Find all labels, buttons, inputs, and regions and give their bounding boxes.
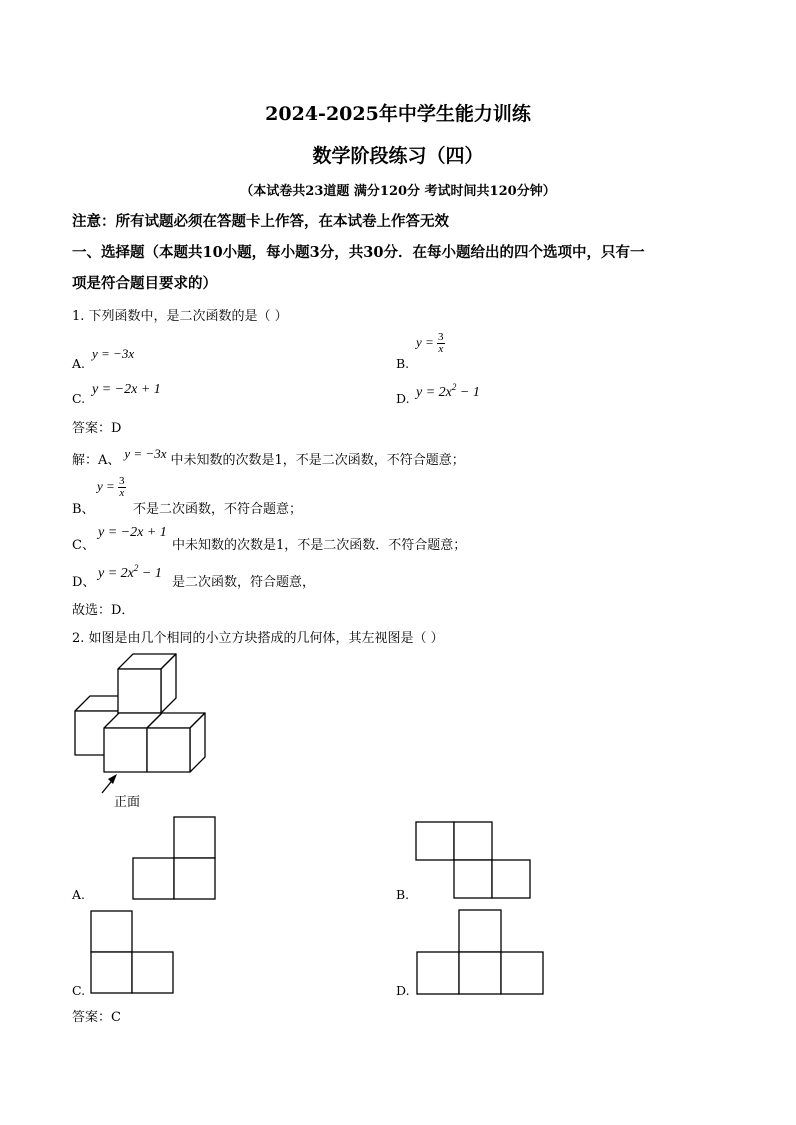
q1-solution-a-formula: y = −3x — [124, 446, 167, 461]
q1-solution-a-prefix: 解：A、 — [72, 453, 121, 468]
q1-answer: 答案：D — [72, 421, 122, 436]
q1-solution-b-prefix: B、 — [72, 502, 95, 517]
q1-solution-d-prefix: D、 — [72, 575, 96, 590]
q1-solution-a-text: 中未知数的次数是1，不是二次函数，不符合题意； — [170, 453, 465, 468]
exam-notice: 注意：所有试题必须在答题卡上作答，在本试卷上作答无效 — [72, 213, 449, 230]
q1-solution-d-formula: $y = 2x^2 - 1$ — [98, 563, 162, 581]
q2-option-b-label: B. — [396, 887, 410, 902]
section-heading-line1: 一、选择题（本题共10小题，每小题3分，共30分．在每小题给出的四个选项中，只有一 — [72, 244, 645, 261]
q1-solution-c-formula: y = −2x + 1 — [98, 525, 167, 540]
section-heading-line2: 项是符合题目要求的） — [72, 275, 217, 292]
q2-option-c-label: C. — [72, 983, 86, 998]
q1-option-b-label: B. — [396, 356, 410, 371]
q2-option-d-label: D. — [396, 983, 410, 998]
q1-option-c-formula: y = −2x + 1 — [92, 382, 161, 397]
q1-conclusion: 故选：D． — [72, 603, 135, 618]
q1-solution-b-text: 不是二次函数，不符合题意； — [133, 502, 303, 517]
q1-option-d-formula: $y = 2x^2 - 1$ — [416, 382, 480, 400]
exam-info: （本试卷共23道题 满分120分 考试时间共120分钟） — [240, 184, 556, 199]
q1-option-c-label: C. — [72, 391, 86, 406]
q1-solution-b-formula: y = $\frac{3}{x}$ — [97, 475, 125, 499]
exam-subtitle: 数学阶段练习（四） — [312, 145, 484, 167]
q1-solution-c-prefix: C、 — [72, 538, 95, 553]
q1-option-a-formula: y = −3x — [92, 346, 135, 361]
q1-option-d-label: D. — [396, 391, 410, 406]
exam-title: 2024-2025年中学生能力训练 — [265, 103, 531, 125]
q1-solution-d-text: 是二次函数，符合题意， — [172, 575, 316, 590]
q2-front-label: 正面 — [114, 795, 141, 810]
q1-option-b-formula: y = $\frac{3}{x}$ — [416, 331, 444, 355]
q2-answer: 答案：C — [72, 1010, 121, 1025]
q2-option-a-label: A. — [72, 887, 86, 902]
q1-option-a-label: A. — [72, 356, 86, 371]
q2-stem: 2. 如图是由几个相同的小立方块搭成的几何体，其左视图是（ ） — [72, 631, 444, 646]
q1-stem: 1. 下列函数中，是二次函数的是（ ） — [72, 309, 288, 324]
q1-solution-c-text: 中未知数的次数是1，不是二次函数．不符合题意； — [172, 538, 467, 553]
